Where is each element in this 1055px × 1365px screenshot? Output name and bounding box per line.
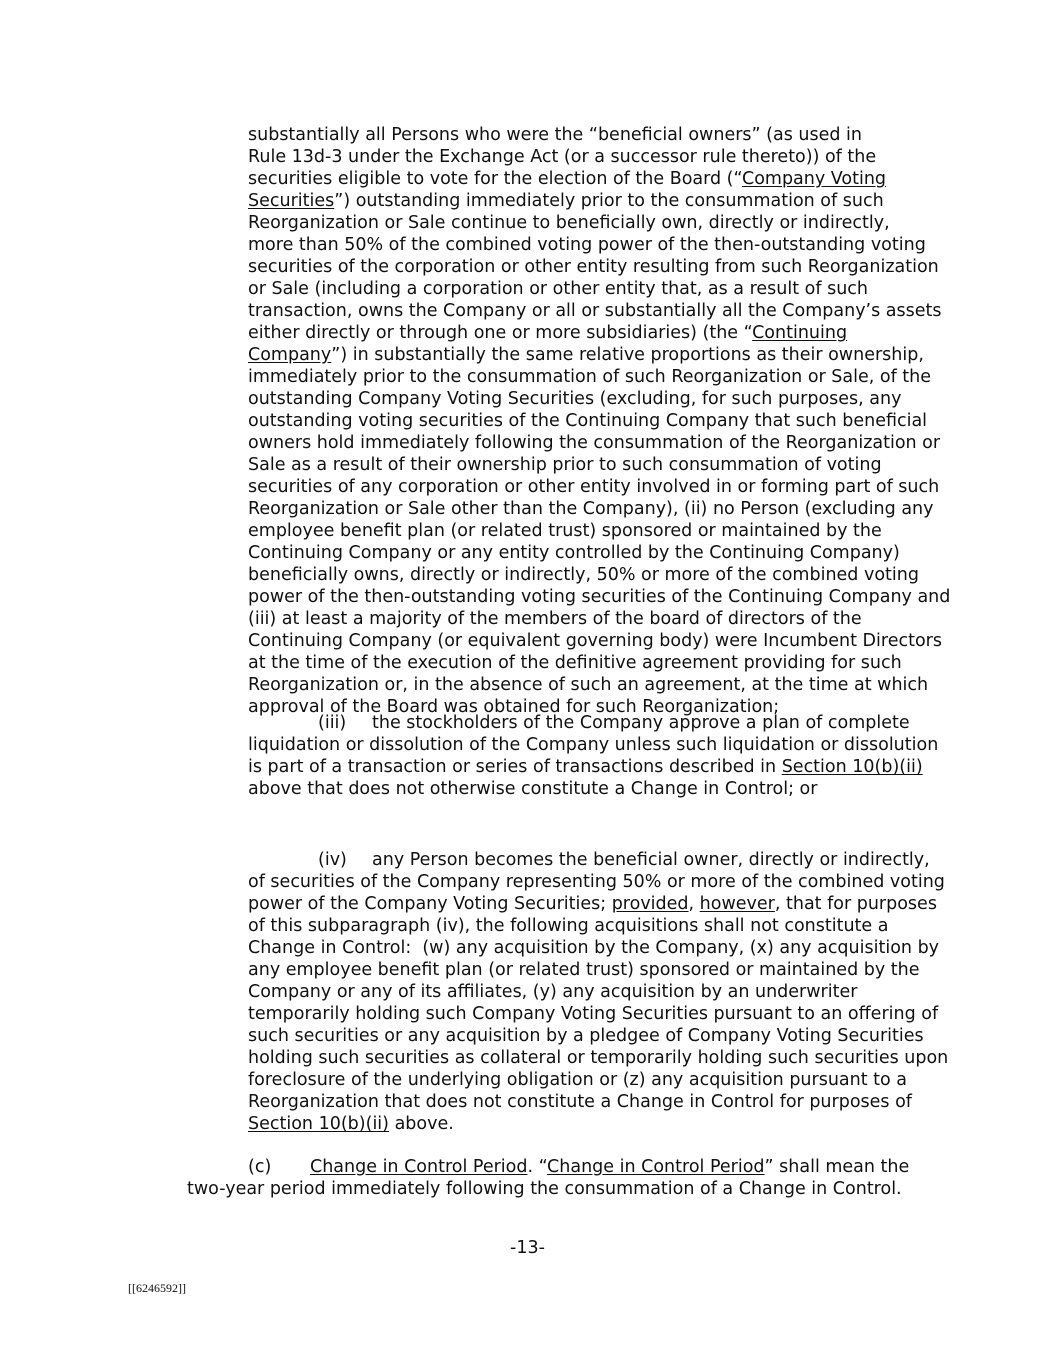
text-line: securities of any corporation or other entity involved in or forming part of such (248, 477, 940, 497)
text-line: temporarily holding such Company Voting Securities pursuant to an offering of (248, 1004, 939, 1024)
text-line: of securities of the Company representing 50% or more of the combined voting (248, 872, 945, 892)
text-line: (iv) any Person becomes the beneficial owner, directly or indirectly, (318, 850, 930, 870)
text-line: Sale as a result of their ownership prior to such consummation of voting (248, 455, 882, 475)
text-line: approval of the Board was obtained for such Reorganization; (248, 697, 780, 717)
text-line: transaction, owns the Company or all or substantially all the Company’s assets (248, 301, 942, 321)
text-line: Reorganization or Sale other than the Company), (ii) no Person (excluding any (248, 499, 934, 519)
defined-term-continuing-company: Continuing (752, 323, 848, 343)
text-line: more than 50% of the combined voting power of the then-outstanding voting (248, 235, 926, 255)
text-line: two-year period immediately following the consummation of a Change in Control. (187, 1179, 902, 1199)
text-line: employee benefit plan (or related trust) sponsored or maintained by the (248, 521, 882, 541)
text-line: Reorganization or Sale continue to beneficially own, directly or indirectly, (248, 213, 890, 233)
text-line: (iii) at least a majority of the members of the board of directors of the (248, 609, 862, 629)
defined-term-company-voting-securities: Company Voting (741, 169, 887, 189)
text-line: or Sale (including a corporation or other entity that, as a result of such (248, 279, 868, 299)
text-line: (c) Change in Control Period. “Change in Control Period” shall mean the (248, 1157, 910, 1177)
clause-label: (iv) (318, 850, 347, 870)
text-line: power of the Company Voting Securities; provided, however, that for purposes (248, 894, 937, 914)
defined-term-company-voting-securities-cont: Securities (248, 191, 335, 211)
term-however: however (699, 894, 775, 914)
text-line: substantially all Persons who were the “beneficial owners” (as used in (248, 125, 862, 145)
text-line: (iii) the stockholders of the Company approve a plan of complete (318, 713, 910, 733)
text-line: owners hold immediately following the consummation of the Reorganization or (248, 433, 941, 453)
paragraph-iv (248, 849, 948, 1135)
defined-term-continuing-company-cont: Company (248, 345, 332, 365)
text-line: is part of a transaction or series of transactions described in Section 10(b)(ii) (248, 757, 923, 777)
text-line: at the time of the execution of the definitive agreement providing for such (248, 653, 902, 673)
text-line: above that does not otherwise constitute a Change in Control; or (248, 779, 818, 799)
page-number: -13- (510, 1238, 545, 1258)
text-line: Reorganization or, in the absence of such an agreement, at the time at which (248, 675, 929, 695)
paragraph-c (187, 1156, 909, 1200)
text-line: securities eligible to vote for the election of the Board (“Company Voting (248, 169, 887, 189)
text-line: securities of the corporation or other entity resulting from such Reorganization (248, 257, 939, 277)
text-line: Securities”) outstanding immediately prior to the consummation of such (248, 191, 884, 211)
text-line: foreclosure of the underlying obligation or (z) any acquisition pursuant to a (248, 1070, 908, 1090)
section-reference: Section 10(b)(ii) (781, 757, 923, 777)
section-reference: Section 10(b)(ii) (248, 1114, 389, 1134)
text-line: Rule 13d-3 under the Exchange Act (or a successor rule thereto)) of the (248, 147, 877, 167)
text-line: either directly or through one or more subsidiaries) (the “Continuing (248, 323, 848, 343)
text-line: Continuing Company (or equivalent governing body) were Incumbent Directors (248, 631, 942, 651)
text-line: Company or any of its affiliates, (y) any acquisition by an underwriter (248, 982, 858, 1002)
text-line: outstanding Company Voting Securities (excluding, for such purposes, any (248, 389, 902, 409)
text-line: Company”) in substantially the same relative proportions as their ownership, (248, 345, 924, 365)
text-line: Continuing Company or any entity controlled by the Continuing Company) (248, 543, 900, 563)
document-id: [[6246592]] (128, 1281, 186, 1295)
text-line: power of the then-outstanding voting securities of the Continuing Company and (248, 587, 951, 607)
text-line: any employee benefit plan (or related trust) sponsored or maintained by the (248, 960, 920, 980)
section-heading: Change in Control Period (310, 1157, 528, 1177)
defined-term-change-in-control-period: Change in Control Period (547, 1157, 765, 1177)
text-line: liquidation or dissolution of the Company unless such liquidation or dissolution (248, 735, 939, 755)
text-line: Change in Control: (w) any acquisition by the Company, (x) any acquisition by (248, 938, 940, 958)
text-line: of this subparagraph (iv), the following acquisitions shall not constitute a (248, 916, 889, 936)
paragraph-continuation (248, 124, 950, 718)
term-provided: provided (611, 894, 689, 914)
clause-label: (iii) (318, 713, 347, 733)
text-line: outstanding voting securities of the Continuing Company that such beneficial (248, 411, 928, 431)
paragraph-iii (248, 712, 938, 800)
clause-label: (c) (248, 1157, 272, 1177)
text-line: beneficially owns, directly or indirectly, 50% or more of the combined voting (248, 565, 919, 585)
text-line: immediately prior to the consummation of such Reorganization or Sale, of the (248, 367, 932, 387)
text-line: Section 10(b)(ii) above. (248, 1114, 454, 1134)
text-line: such securities or any acquisition by a pledgee of Company Voting Securities (248, 1026, 924, 1046)
text-line: holding such securities as collateral or temporarily holding such securities upon (248, 1048, 949, 1068)
text-line: Reorganization that does not constitute a Change in Control for purposes of (248, 1092, 912, 1112)
